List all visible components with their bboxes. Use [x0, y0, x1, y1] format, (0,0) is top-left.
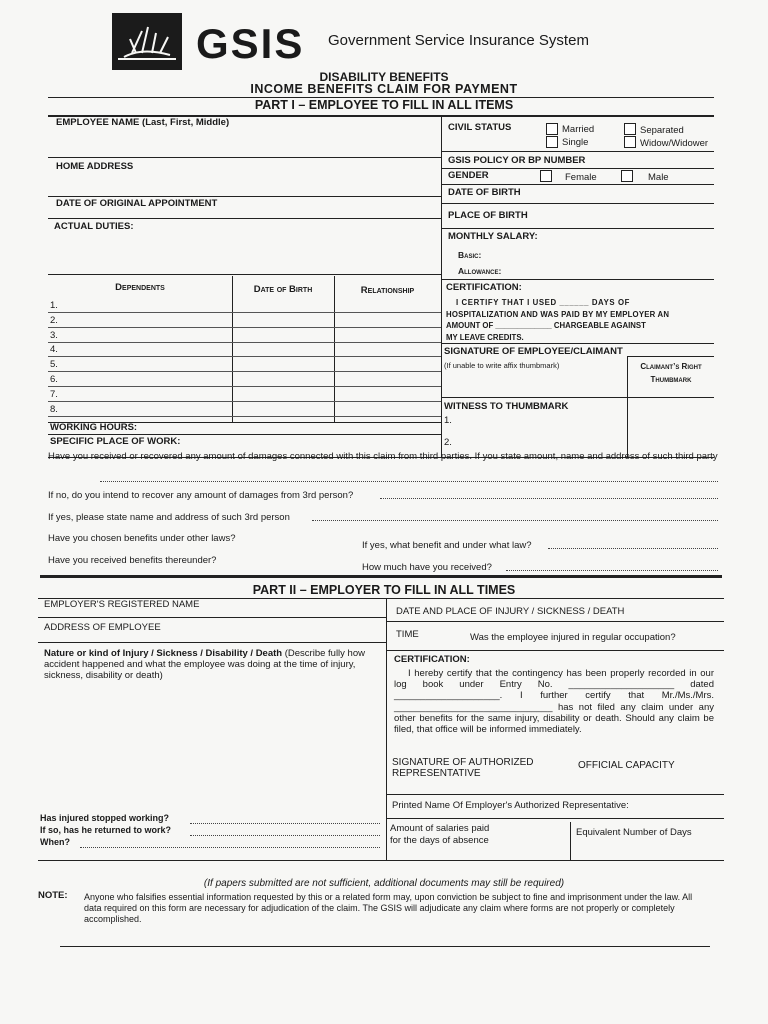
basic-label: Basic:: [458, 250, 482, 260]
divider: [48, 342, 441, 343]
place-of-birth-label: PLACE OF BIRTH: [448, 210, 528, 221]
nature-injury-bold: Nature or kind of Injury / Sickness / Disability / Death: [44, 648, 283, 659]
divider: [48, 312, 441, 313]
widow-checkbox[interactable]: [624, 136, 636, 148]
answer-line[interactable]: [100, 481, 718, 482]
actual-duties-field[interactable]: [50, 233, 438, 273]
divider: [441, 184, 714, 185]
q-other-laws: Have you chosen benefits under other laws?: [48, 533, 236, 544]
divider: [386, 598, 387, 860]
certification-label: CERTIFICATION:: [446, 282, 522, 293]
salaries-paid-label-1: Amount of salaries paid: [390, 823, 490, 834]
divider: [48, 371, 441, 372]
employer-certification-label: CERTIFICATION:: [394, 654, 470, 665]
dependent-row-number: 3.: [50, 330, 58, 341]
allowance-label: Allowance:: [458, 266, 502, 276]
divider: [48, 386, 441, 387]
actual-duties-label: ACTUAL DUTIES:: [54, 221, 134, 232]
time-label: TIME: [396, 629, 419, 640]
male-label: Male: [648, 172, 669, 183]
part1-heading: PART I – EMPLOYEE TO FILL IN ALL ITEMS: [254, 98, 514, 112]
divider: [441, 279, 714, 280]
q-yes-state: If yes, please state name and address of such 3rd person: [48, 512, 290, 523]
working-hours-label: WORKING HOURS:: [50, 422, 138, 433]
home-address-field[interactable]: [50, 172, 438, 194]
divider: [441, 151, 714, 152]
nature-injury-label: [44, 648, 380, 681]
divider: [48, 327, 441, 328]
regular-occupation-label: Was the employee injured in regular occupation?: [470, 632, 676, 643]
returned-label: If so, has he returned to work?: [40, 825, 172, 835]
dependent-row[interactable]: [64, 315, 434, 327]
dependent-row[interactable]: [64, 300, 434, 312]
cert-line-4: MY LEAVE CREDITS.: [446, 333, 524, 342]
when-label: When?: [40, 837, 70, 847]
answer-line[interactable]: [80, 847, 380, 848]
date-place-injury-label: DATE AND PLACE OF INJURY / SICKNESS / DEATH: [396, 606, 625, 617]
cert-line-2: HOSPITALIZATION AND WAS PAID BY MY EMPLOYER AN: [446, 310, 670, 319]
answer-line[interactable]: [380, 498, 718, 499]
divider: [38, 860, 724, 861]
dependent-row[interactable]: [64, 359, 434, 371]
single-checkbox[interactable]: [546, 136, 558, 148]
official-capacity-label: OFFICIAL CAPACITY: [578, 760, 675, 771]
sunburst-logo-icon: [112, 13, 182, 70]
answer-line[interactable]: [190, 823, 380, 824]
sig-authorized-label-2: REPRESENTATIVE: [392, 768, 481, 779]
employee-name-label: EMPLOYEE NAME (Last, First, Middle): [56, 117, 230, 128]
stopped-working-label: Has injured stopped working?: [40, 813, 170, 823]
dependent-row-number: 7.: [50, 389, 58, 400]
divider: [48, 218, 441, 219]
dependent-row-number: 4.: [50, 344, 58, 355]
divider: [386, 621, 724, 622]
form-title-1: DISABILITY BENEFITS: [319, 70, 449, 84]
printed-name-label: Printed Name Of Employer's Authorized Representative:: [392, 800, 629, 811]
claimant-thumb-label-2: Thumbmark: [650, 375, 692, 384]
equiv-days-label: Equivalent Number of Days: [576, 827, 692, 838]
q-received: Have you received benefits thereunder?: [48, 555, 217, 566]
married-label: Married: [562, 124, 595, 135]
dependent-row[interactable]: [64, 404, 434, 416]
dependents-header: Dependents: [115, 282, 165, 293]
dob-header: Date of Birth: [253, 284, 313, 295]
q-what-benefit: If yes, what benefit and under what law?: [362, 540, 532, 551]
dependent-row[interactable]: [64, 344, 434, 356]
employer-cert-text: I hereby certify that the contingency has been properly recorded in our log book under Entry No. ____________________ dated ____________________. I further certify that Mr./Ms./Mrs. ______________________________ has not filed any claim under any other benefits for the same injury, disability or death. Should any claim be filed, that office will be informed immediately.: [394, 668, 714, 736]
home-address-label: HOME ADDRESS: [56, 161, 134, 172]
cert-line-1: I CERTIFY THAT I USED ______ DAYS OF: [456, 298, 630, 307]
dependent-row-number: 5.: [50, 359, 58, 370]
date-appointment-label: DATE OF ORIGINAL APPOINTMENT: [56, 198, 218, 209]
cert-line-3: AMOUNT OF _____________ CHARGEABLE AGAINST: [446, 321, 646, 330]
divider: [48, 274, 441, 275]
dependent-row-number: 1.: [50, 300, 58, 311]
divider: [386, 650, 724, 651]
address-employee-label: ADDRESS OF EMPLOYEE: [44, 622, 161, 633]
divider: [386, 794, 724, 795]
divider: [38, 617, 386, 618]
nature-injury-desc: (Describe fully how accident happened and what the employee was doing at the time of injury, sickness, disability or death): [44, 648, 365, 681]
relationship-header: Relationship: [360, 285, 415, 296]
divider: [441, 228, 714, 229]
dependent-row[interactable]: [64, 389, 434, 401]
sig-authorized-label-1: SIGNATURE OF AUTHORIZED: [392, 757, 534, 768]
papers-note: (If papers submitted are not sufficient, additional documents may still be required): [203, 878, 565, 889]
divider: [627, 356, 714, 357]
specific-place-label: SPECIFIC PLACE OF WORK:: [50, 436, 181, 447]
dob-label: DATE OF BIRTH: [448, 187, 521, 198]
q-damages: Have you received or recovered any amount of damages connected with this claim from third parties. If you state amount, name and address of such third party: [48, 451, 718, 462]
divider: [386, 818, 724, 819]
dependent-row[interactable]: [64, 374, 434, 386]
org-name: Government Service Insurance System: [328, 32, 589, 49]
answer-line[interactable]: [506, 570, 718, 571]
dependent-row[interactable]: [64, 330, 434, 342]
answer-line[interactable]: [548, 548, 718, 549]
separated-checkbox[interactable]: [624, 123, 636, 135]
q-intend: If no, do you intend to recover any amount of damages from 3rd person?: [48, 490, 354, 501]
divider: [441, 168, 714, 169]
answer-line[interactable]: [190, 835, 380, 836]
divider: [48, 416, 441, 417]
salaries-paid-label-2: for the days of absence: [390, 835, 489, 846]
divider: [48, 356, 441, 357]
dependent-row-number: 8.: [50, 404, 58, 415]
dependent-row-number: 2.: [50, 315, 58, 326]
witness-1: 1.: [444, 415, 452, 426]
note-label: NOTE:: [38, 890, 68, 901]
widow-label: Widow/Widower: [640, 138, 709, 149]
claimant-thumb-label-1: Claimant’s Right: [640, 362, 702, 371]
divider: [48, 157, 441, 158]
civil-status-label: CIVIL STATUS: [448, 122, 512, 133]
part2-heading: PART II – EMPLOYER TO FILL IN ALL TIMES: [252, 583, 516, 597]
answer-line[interactable]: [312, 520, 718, 521]
divider: [441, 203, 714, 204]
divider: [570, 822, 571, 860]
gsis-wordmark: GSIS: [196, 20, 305, 67]
divider: [441, 343, 714, 344]
dependent-row-number: 6.: [50, 374, 58, 385]
note-text: Anyone who falsifies essential information requested by this or a related form may, upon conviction be subject to fine and imprisonment under the law. All data required on this form are necessary for adjudication of the claim. The GSIS will adjudicate any claim where forms are not properly or completely accomplished.: [84, 892, 693, 924]
employee-name-field[interactable]: [50, 130, 438, 155]
divider: [40, 575, 722, 578]
witness-label: WITNESS TO THUMBMARK: [444, 401, 569, 412]
nature-injury-field[interactable]: [40, 688, 382, 808]
single-label: Single: [562, 137, 589, 148]
thumbmark-box[interactable]: [630, 390, 712, 455]
divider: [48, 196, 441, 197]
female-label: Female: [565, 172, 597, 183]
monthly-salary-label: MONTHLY SALARY:: [448, 231, 538, 242]
divider: [48, 434, 441, 435]
divider: [38, 642, 386, 643]
form-title-2: INCOME BENEFITS CLAIM FOR PAYMENT: [250, 82, 518, 96]
male-checkbox[interactable]: [621, 170, 633, 182]
female-checkbox[interactable]: [540, 170, 552, 182]
divider: [48, 401, 441, 402]
gender-label: GENDER: [448, 170, 489, 181]
divider: [60, 946, 710, 947]
employer-name-label: EMPLOYER'S REGISTERED NAME: [44, 599, 200, 610]
if-unable-label: (If unable to write affix thumbmark): [444, 361, 560, 370]
signature-employee-label: SIGNATURE OF EMPLOYEE/CLAIMANT: [444, 346, 623, 357]
married-checkbox[interactable]: [546, 123, 558, 135]
policy-label: GSIS POLICY OR BP NUMBER: [448, 155, 586, 166]
gsis-logo: [112, 13, 182, 70]
separated-label: Separated: [640, 125, 684, 136]
witness-2: 2.: [444, 437, 452, 448]
q-how-much: How much have you received?: [362, 562, 492, 573]
